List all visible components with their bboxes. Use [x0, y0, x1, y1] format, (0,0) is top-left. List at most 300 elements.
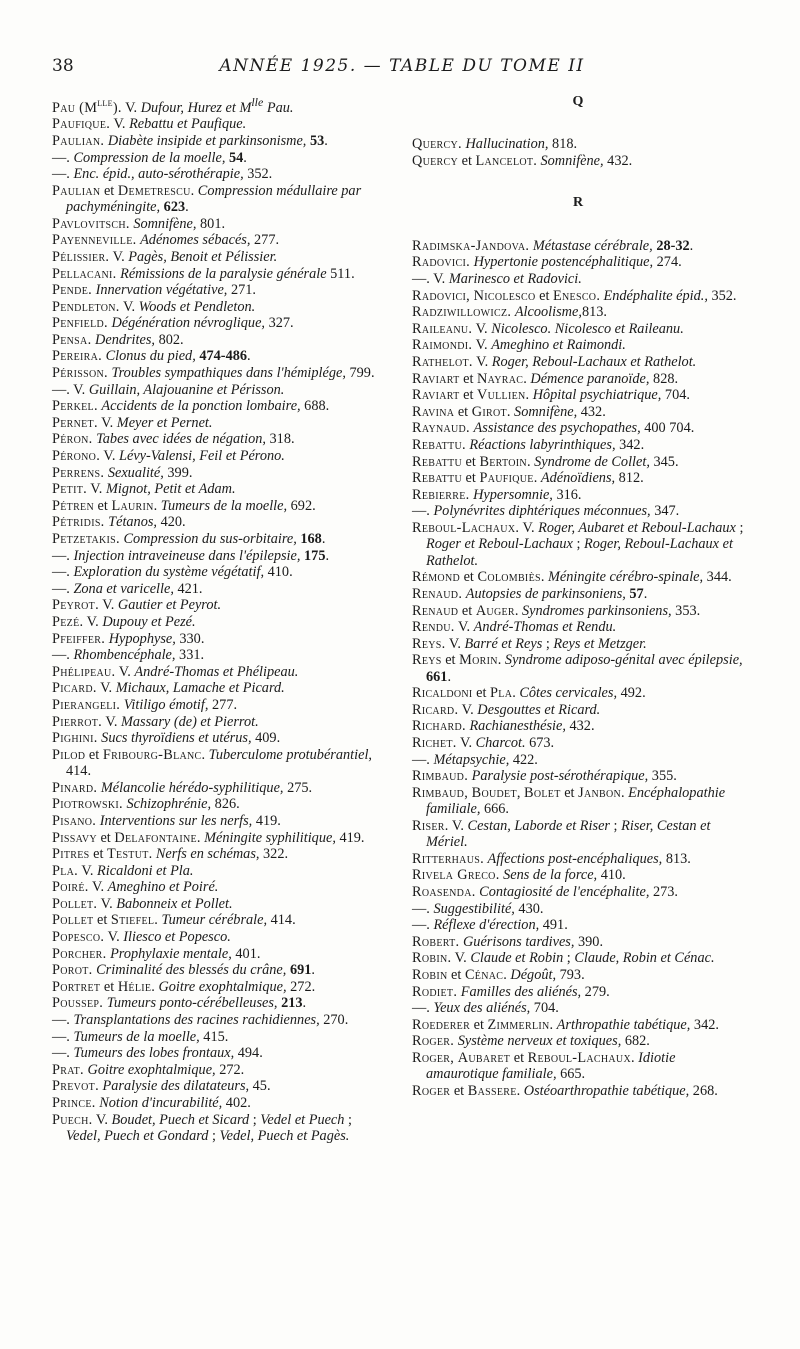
entry-reference: Adénomes sébacés, 277.: [140, 232, 280, 249]
entry-author: Quercy.: [412, 136, 462, 153]
entry-reference: Aubaret et Reboul-Lachaux. Idiotie amaurotique familiale, 665.: [426, 1049, 676, 1083]
entry-reference: et Delafontaine. Méningite syphilitique, 419.: [96, 829, 365, 846]
entry-reference: V. Charcot. 673.: [456, 735, 555, 752]
index-entry: [412, 718, 744, 734]
index-entry: [52, 1078, 384, 1094]
entry-reference: Hypophyse, 330.: [108, 630, 205, 647]
index-entry: [52, 415, 384, 431]
entry-reference: et Hélie. Goitre exophtalmique, 272.: [100, 978, 316, 995]
entry-author: Rivela Greco.: [412, 867, 500, 884]
entry-author: Phélipeau.: [52, 663, 116, 680]
index-entry: [412, 1033, 744, 1049]
entry-reference: et Nayrac. Démence paranoïde, 828.: [459, 370, 679, 387]
index-entry: [412, 685, 744, 701]
entry-reference: —. Rhombencéphale, 331.: [52, 647, 205, 664]
entry-reference: Contagiosité de l'encéphalite, 273.: [479, 884, 678, 901]
entry-reference: V. Mignot, Petit et Adam.: [86, 481, 236, 498]
index-entry: [412, 586, 744, 602]
entry-reference: Paralysie des dilatateurs, 45.: [102, 1078, 271, 1095]
entry-reference: Dégénération névroglique, 327.: [111, 315, 294, 332]
entry-author: Petit.: [52, 481, 87, 498]
index-entry: [52, 581, 384, 597]
index-entry: [52, 166, 384, 182]
index-entry: [52, 514, 384, 530]
entry-reference: V. Ricaldoni et Pla.: [78, 862, 194, 879]
entry-author: Rimbaud.: [412, 768, 469, 785]
index-entry: [52, 498, 384, 514]
entry-author: Petzetakis.: [52, 531, 120, 548]
index-entry: [412, 271, 744, 287]
entry-reference: V. Dufour, Hurez et $M^{lle}$ Pau.: [121, 95, 294, 116]
entry-reference: V. Pagès, Benoit et Pélissier.: [109, 248, 278, 265]
entry-reference: —. Métapsychie, 422.: [412, 751, 538, 768]
index-entry: [412, 785, 744, 818]
index-entry: [412, 304, 744, 320]
entry-reference: Hypersomnie, 316.: [473, 486, 582, 503]
entry-author: Raviart: [412, 387, 460, 404]
index-entry: [412, 454, 744, 470]
entry-author: Raynaud.: [412, 420, 470, 437]
index-entry: [52, 946, 384, 962]
entry-reference: et Laurin. Tumeurs de la moelle, 692.: [93, 497, 316, 514]
entry-author: Paulian.: [52, 132, 105, 149]
entry-reference: Tumeurs ponto-cérébelleuses, 213.: [106, 995, 307, 1012]
index-entry: [52, 614, 384, 630]
entry-reference: —. Enc. épid., auto-sérothérapie, 352.: [52, 166, 273, 183]
running-title: ANNÉE 1925. — TABLE DU TOME II: [219, 56, 585, 76]
entry-reference: et Bertoin. Syndrome de Collet, 345.: [461, 453, 679, 470]
entry-author: Quercy: [412, 153, 459, 169]
index-entry: [412, 752, 744, 768]
q-entries: [412, 136, 744, 169]
index-entry: [412, 636, 744, 652]
entry-reference: et Vullien. Hôpital psychiatrique, 704.: [459, 387, 690, 404]
entry-author: Pétren: [52, 497, 94, 514]
left-column: [52, 94, 384, 1145]
entry-reference: V. Ameghino et Raimondi.: [472, 337, 626, 354]
entry-author: Payenneville.: [52, 232, 137, 249]
entry-reference: —. Tumeurs des lobes frontaux, 494.: [52, 1045, 263, 1062]
entry-reference: et Zimmerlin. Arthropathie tabétique, 342.: [470, 1016, 719, 1033]
entry-author: Roger,: [412, 1049, 455, 1066]
entry-author: Prat.: [52, 1061, 84, 1078]
entry-reference: —. Polynévrites diphtériques méconnues, 347.: [412, 503, 680, 520]
entry-reference: V. Barré et Reys ; Reys et Metzger.: [445, 635, 647, 652]
entry-author: Pende.: [52, 282, 92, 299]
entry-reference: V. Babonneix et Pollet.: [97, 895, 233, 912]
index-entry: [52, 448, 384, 464]
entry-reference: et Morin. Syndrome adiposo-génital avec épilepsie, 661.: [426, 652, 743, 685]
section-heading-q: Q: [572, 94, 584, 109]
entry-reference: Dendrites, 802.: [95, 331, 184, 348]
entry-author: Richet.: [412, 735, 457, 752]
entry-reference: —. Réflexe d'érection, 491.: [412, 917, 568, 934]
entry-author: Poiré.: [52, 879, 89, 896]
index-entry: [412, 321, 744, 337]
index-entry: [52, 266, 384, 282]
index-entry: [52, 664, 384, 680]
index-entry: [52, 382, 384, 398]
entry-author: Périsson.: [52, 365, 108, 382]
entry-reference: V. Michaux, Lamache et Picard.: [96, 680, 285, 697]
entry-reference: Boudet, Bolet et Janbon. Encéphalopathie familiale, 666.: [426, 784, 726, 818]
entry-author: Paufique.: [52, 116, 111, 133]
entry-reference: Paralysie post-sérothérapique, 355.: [471, 768, 677, 785]
entry-reference: Assistance des psychopathes, 400 704.: [473, 420, 695, 437]
entry-reference: Compression du sus-orbitaire, 168.: [123, 531, 326, 548]
index-entry: [412, 437, 744, 453]
index-entry: [52, 863, 384, 879]
entry-author: Pétridis.: [52, 514, 105, 531]
index-entry: [52, 1012, 384, 1028]
entry-reference: V. Dupouy et Pezé.: [83, 613, 196, 630]
entry-reference: Guérisons tardives, 390.: [462, 933, 604, 950]
entry-reference: Goitre exophtalmique, 272.: [87, 1061, 245, 1078]
index-entry: [52, 431, 384, 447]
entry-author: Pavlovitsch.: [52, 215, 130, 232]
entry-author: Pisano.: [52, 812, 97, 829]
entry-author: Rathelot.: [412, 353, 473, 370]
entry-author: Rendu.: [412, 619, 455, 636]
entry-reference: V. Massary (de) et Pierrot.: [102, 713, 259, 730]
entry-reference: —. Compression de la moelle, 54.: [52, 149, 247, 166]
index-entry: [52, 465, 384, 481]
index-entry: [52, 249, 384, 265]
entry-reference: —. Injection intraveineuse dans l'épilepsie, 175.: [52, 547, 330, 564]
entry-reference: Familles des aliénés, 279.: [460, 983, 610, 1000]
index-entry: [52, 979, 384, 995]
entry-reference: —. Tumeurs de la moelle, 415.: [52, 1028, 229, 1045]
entry-author: Péron.: [52, 431, 93, 448]
entry-author: Popesco.: [52, 929, 105, 946]
index-entry: [52, 780, 384, 796]
index-entry: [52, 879, 384, 895]
entry-reference: V. André-Thomas et Phélipeau.: [115, 663, 299, 680]
entry-author: Renaud.: [412, 585, 463, 602]
entry-reference: V. Claude et Robin ; Claude, Robin et Cénac.: [451, 950, 715, 967]
entry-reference: Clonus du pied, 474-486.: [105, 348, 251, 365]
entry-author: Ravina: [412, 403, 455, 420]
index-entry: [52, 299, 384, 315]
index-entry: [52, 813, 384, 829]
index-entry: [412, 884, 744, 900]
entry-author: Pélissier.: [52, 248, 110, 265]
entry-author: Richard.: [412, 718, 466, 735]
entry-author: Porcher.: [52, 945, 107, 962]
entry-reference: Innervation végétative, 271.: [95, 282, 256, 299]
index-entry: [52, 315, 384, 331]
index-entry: [52, 531, 384, 547]
entry-reference: Troubles sympathiques dans l'hémiplége, 799.: [111, 365, 375, 382]
entry-reference: Schizophrénie, 826.: [126, 796, 240, 813]
index-entry: [52, 232, 384, 248]
index-entry: [412, 1000, 744, 1016]
index-entry: [52, 647, 384, 663]
entry-reference: Hallucination, 818.: [465, 136, 578, 153]
entry-reference: Système nerveux et toxiques, 682.: [457, 1033, 650, 1050]
index-entry: [412, 1083, 744, 1099]
entry-reference: Criminalité des blessés du crâne, 691.: [96, 962, 315, 979]
index-entry: [412, 520, 744, 569]
index-entry: [412, 702, 744, 718]
entry-reference: —. Exploration du système végétatif, 410.: [52, 564, 293, 581]
entry-reference: V. Cestan, Laborde et Riser ; Riser, Cestan et Mériel.: [426, 817, 711, 851]
index-entry: [412, 851, 744, 867]
entry-author: Portret: [52, 978, 101, 995]
index-entry: [52, 912, 384, 928]
entry-author: Prevot.: [52, 1078, 99, 1095]
entry-reference: V. André-Thomas et Rendu.: [454, 619, 617, 636]
entry-reference: Rachianesthésie, 432.: [469, 718, 595, 735]
index-entry: [412, 967, 744, 983]
index-entry: [412, 470, 744, 486]
entry-reference: Hypertonie postencéphalitique, 274.: [473, 254, 682, 271]
entry-author: Robin.: [412, 950, 452, 967]
index-entry: [412, 984, 744, 1000]
entry-reference: Rémissions de la paralysie générale 511.: [120, 265, 355, 282]
entry-author: Robert.: [412, 933, 460, 950]
index-entry: [412, 603, 744, 619]
index-entry: [52, 150, 384, 166]
entry-author: Pfeiffer.: [52, 630, 106, 647]
entry-author: Peyrot.: [52, 597, 99, 614]
index-entry: [52, 1112, 384, 1145]
index-entry: [412, 288, 744, 304]
entry-reference: et Colombiès. Méningite cérébro-spinale, 344.: [460, 569, 732, 586]
entry-author: Pitres: [52, 846, 90, 863]
index-entry: [412, 420, 744, 436]
index-entry: [412, 238, 744, 254]
entry-author: Puech.: [52, 1111, 93, 1128]
index-entry: [412, 487, 744, 503]
page-number: 38: [52, 56, 74, 76]
r-entries: [412, 238, 744, 1100]
entry-author: Rebattu.: [412, 436, 466, 453]
index-entry: [52, 747, 384, 780]
entry-author: Radovici,: [412, 287, 471, 304]
index-entry: [52, 1095, 384, 1111]
entry-author: Radimska-Jandova.: [412, 237, 530, 254]
entry-reference: V. Lévy-Valensi, Feil et Pérono.: [100, 448, 285, 465]
index-entry: [52, 282, 384, 298]
entry-author: Pau $(M^{lle})$.: [52, 95, 122, 116]
index-entry: [412, 768, 744, 784]
entry-author: Raviart: [412, 370, 460, 387]
entry-author: Pereira.: [52, 348, 103, 365]
entry-reference: Sucs thyroïdiens et utérus, 409.: [101, 730, 281, 747]
index-entry: [412, 371, 744, 387]
index-entry: [52, 1062, 384, 1078]
entry-reference: et Fribourg-Blanc. Tuberculome protubérantiel, 414.: [66, 746, 372, 780]
entry-reference: Tétanos, 420.: [108, 514, 186, 531]
entry-reference: V. Roger, Aubaret et Reboul-Lachaux ; Roger et Reboul-Lachaux ; Roger, Reboul-Lachaux et Rathelot.: [426, 519, 744, 569]
entry-reference: Nicolesco et Enesco. Endéphalite épid., 352.: [473, 287, 737, 304]
entry-reference: —. V. Marinesco et Radovici.: [412, 271, 582, 287]
entry-author: Rodiet.: [412, 983, 458, 1000]
entry-reference: Métastase cérébrale, 28-32.: [532, 237, 694, 254]
entry-reference: et Lancelot. Somnifène, 432.: [458, 153, 633, 169]
entry-author: Raimondi.: [412, 337, 473, 354]
index-entry: [412, 503, 744, 519]
entry-author: Reys.: [412, 635, 446, 652]
index-entry: [52, 183, 384, 216]
entry-reference: V. Rebattu et Paufique.: [110, 116, 247, 133]
entry-reference: —. Suggestibilité, 430.: [412, 900, 544, 917]
index-entry: [412, 1017, 744, 1033]
entry-author: Roger.: [412, 1033, 455, 1050]
entry-reference: Mélancolie hérédo-syphilitique, 275.: [100, 779, 313, 796]
entry-author: Perkel.: [52, 398, 98, 415]
index-entry: [412, 354, 744, 370]
entry-reference: V. Desgouttes et Ricard.: [458, 701, 601, 718]
index-entry: [52, 830, 384, 846]
entry-author: Rimbaud,: [412, 784, 469, 801]
index-entry: [412, 1050, 744, 1083]
entry-author: Pezé.: [52, 613, 84, 630]
entry-author: Piotrowski.: [52, 796, 123, 813]
index-entry: [52, 714, 384, 730]
entry-author: Porot.: [52, 962, 93, 979]
entry-author: Poussep.: [52, 995, 104, 1012]
index-entry: [52, 133, 384, 149]
entry-author: Picard.: [52, 680, 97, 697]
entry-author: Paulian: [52, 182, 101, 199]
entry-reference: V. Iliesco et Popesco.: [104, 929, 231, 946]
entry-reference: et Cénac. Dégoût, 793.: [447, 967, 585, 983]
index-entry: [412, 619, 744, 635]
index-entry: [52, 929, 384, 945]
index-entry: [52, 216, 384, 232]
entry-author: Rebattu: [412, 470, 462, 487]
index-entry: [52, 116, 384, 132]
entry-author: Ricard.: [412, 701, 459, 718]
entry-author: Roederer: [412, 1016, 471, 1033]
entry-author: Pierrot.: [52, 713, 103, 730]
index-entry: [52, 680, 384, 696]
entry-author: Rémond: [412, 569, 461, 586]
index-entry: [52, 697, 384, 713]
entry-author: Pierangeli.: [52, 696, 121, 713]
entry-reference: V. Nicolesco. Nicolesco et Raileanu.: [472, 320, 684, 337]
entry-reference: Diabète insipide et parkinsonisme, 53.: [107, 132, 328, 149]
entry-reference: —. V. Guillain, Alajouanine et Périsson.: [52, 381, 285, 398]
entry-author: Radziwillowicz.: [412, 304, 512, 321]
index-entry: [412, 934, 744, 950]
index-entry: [52, 332, 384, 348]
entry-author: Pinard.: [52, 779, 98, 796]
index-entry: [412, 867, 744, 883]
entry-reference: V. Woods et Pendleton.: [119, 298, 256, 315]
entry-reference: Sens de la force, 410.: [503, 867, 626, 884]
entry-author: Reboul-Lachaux.: [412, 519, 520, 536]
entry-reference: Sexualité, 399.: [107, 464, 193, 481]
index-entry: [52, 896, 384, 912]
index-entry: [52, 730, 384, 746]
entry-reference: V. Roger, Reboul-Lachaux et Rathelot.: [472, 353, 697, 370]
index-entry: [412, 652, 744, 685]
entry-reference: Affections post-encéphaliques, 813.: [487, 850, 691, 867]
index-entry: [412, 153, 744, 169]
index-entry: [52, 348, 384, 364]
entry-reference: Prophylaxie mentale, 401.: [110, 945, 261, 962]
entry-author: Ricaldoni: [412, 685, 473, 702]
entry-reference: et Testut. Nerfs en schémas, 322.: [89, 846, 289, 863]
entry-author: Roger: [412, 1082, 451, 1099]
entry-author: Pissavy: [52, 829, 97, 846]
entry-reference: et Auger. Syndromes parkinsoniens, 353.: [458, 602, 701, 619]
entry-reference: et Stiefel. Tumeur cérébrale, 414.: [93, 912, 296, 929]
entry-author: Pighini.: [52, 730, 98, 747]
entry-reference: V. Boudet, Puech et Sicard ; Vedel et Puech ; Vedel, Puech et Gondard ; Vedel, Puech et Pagès.: [66, 1111, 352, 1145]
index-entry: [52, 564, 384, 580]
index-entry: [52, 398, 384, 414]
entry-author: Pellacani.: [52, 265, 117, 282]
index-entry: [412, 950, 744, 966]
entry-author: Prince.: [52, 1095, 96, 1112]
entry-reference: —. Yeux des aliénés, 704.: [412, 1000, 559, 1017]
entry-author: Renaud: [412, 602, 459, 619]
entry-reference: et Demetrescu. Compression médullaire par pachyméningite, 623.: [66, 182, 362, 216]
index-entry: [52, 1045, 384, 1061]
entry-reference: et Paufique. Adénoïdiens, 812.: [461, 470, 644, 487]
entry-author: Pernet.: [52, 414, 98, 431]
index-entry: [52, 796, 384, 812]
entry-author: Pilod: [52, 746, 86, 763]
entry-author: Pla.: [52, 862, 79, 879]
index-entry: [52, 631, 384, 647]
entry-reference: Autopsies de parkinsoniens, 57.: [465, 585, 648, 602]
page-header: [52, 56, 752, 82]
index-entry: [52, 365, 384, 381]
entry-reference: —. Transplantations des racines rachidiennes, 270.: [52, 1012, 349, 1029]
index-entry: [52, 1029, 384, 1045]
entry-author: Radovici.: [412, 254, 471, 271]
entry-reference: Alcoolisme,813.: [514, 304, 607, 321]
index-entry: [412, 404, 744, 420]
index-entry: [52, 962, 384, 978]
index-entry: [52, 481, 384, 497]
entry-reference: V. Ameghino et Poiré.: [88, 879, 219, 896]
index-entry: [412, 818, 744, 851]
entry-author: Raileanu.: [412, 320, 473, 337]
index-entry: [412, 337, 744, 353]
index-entry: [52, 94, 384, 116]
index-entry: [412, 254, 744, 270]
entry-author: Rebierre.: [412, 486, 470, 503]
entry-author: Robin: [412, 967, 448, 983]
index-entry: [412, 569, 744, 585]
entry-reference: Interventions sur les nerfs, 419.: [99, 812, 281, 829]
entry-reference: Tabes avec idées de négation, 318.: [96, 431, 295, 448]
entry-author: Pensa.: [52, 331, 92, 348]
entry-author: Perrens.: [52, 464, 105, 481]
entry-author: Roasenda.: [412, 884, 476, 901]
entry-author: Rebattu: [412, 453, 462, 470]
index-entry: [52, 597, 384, 613]
entry-author: Pendleton.: [52, 298, 120, 315]
entry-reference: et Pla. Côtes cervicales, 492.: [472, 685, 646, 702]
entry-author: Riser.: [412, 817, 449, 834]
right-column: [412, 94, 744, 1100]
index-entry: [52, 548, 384, 564]
entry-author: Reys: [412, 652, 442, 669]
entry-author: Ritterhaus.: [412, 850, 484, 867]
entry-reference: Vitiligo émotif, 277.: [123, 696, 238, 713]
entry-reference: Notion d'incurabilité, 402.: [99, 1095, 251, 1112]
entry-reference: V. Gautier et Peyrot.: [98, 597, 222, 614]
entry-author: Penfield.: [52, 315, 108, 332]
entry-reference: et Girot. Somnifène, 432.: [454, 403, 606, 420]
